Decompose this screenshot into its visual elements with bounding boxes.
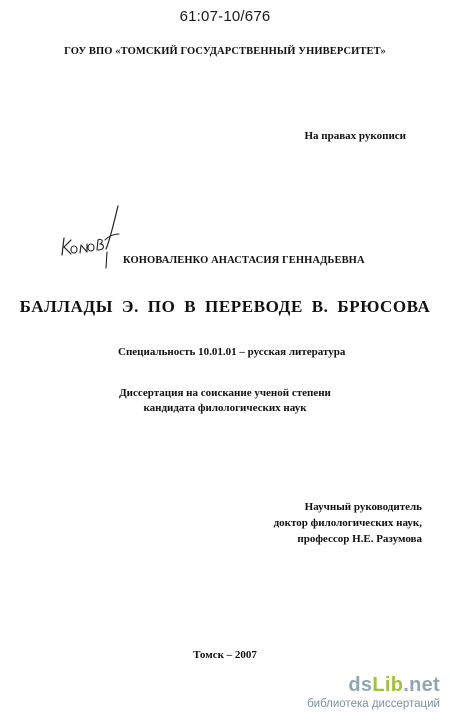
advisor-degree: доктор филологических наук, — [273, 517, 422, 529]
scientific-advisor — [274, 499, 422, 547]
institution-name: ГОУ ВПО «ТОМСКИЙ ГОСУДАРСТВЕННЫЙ УНИВЕРСИТЕТ» — [64, 46, 386, 57]
city-year: Томск – 2007 — [193, 649, 257, 661]
advisor-role: Научный руководитель — [304, 501, 422, 513]
watermark-tagline: библиотека диссертаций — [307, 698, 440, 710]
catalog-number: 61:07-10/676 — [179, 8, 271, 25]
manuscript-rights-note: На правах рукописи — [304, 130, 406, 142]
degree-statement — [0, 386, 450, 416]
watermark — [307, 674, 440, 711]
degree-line-2: кандидата филологических наук — [143, 402, 307, 414]
degree-line-1: Диссертация на соискание ученой степени — [119, 387, 331, 399]
watermark-logo-part3: .net — [403, 674, 440, 696]
watermark-logo — [307, 674, 440, 696]
advisor-name: профессор Н.Е. Разумова — [297, 533, 422, 545]
watermark-logo-part1: ds — [348, 674, 373, 696]
specialty-line: Специальность 10.01.01 – русская литература — [118, 346, 346, 358]
author-name: КОНОВАЛЕНКО АНАСТАСИЯ ГЕННАДЬЕВНА — [123, 255, 365, 266]
watermark-logo-part2: Lib — [372, 674, 404, 696]
thesis-title: БАЛЛАДЫ Э. ПО В ПЕРЕВОДЕ В. БРЮСОВА — [19, 297, 431, 316]
author-signature — [56, 200, 126, 272]
